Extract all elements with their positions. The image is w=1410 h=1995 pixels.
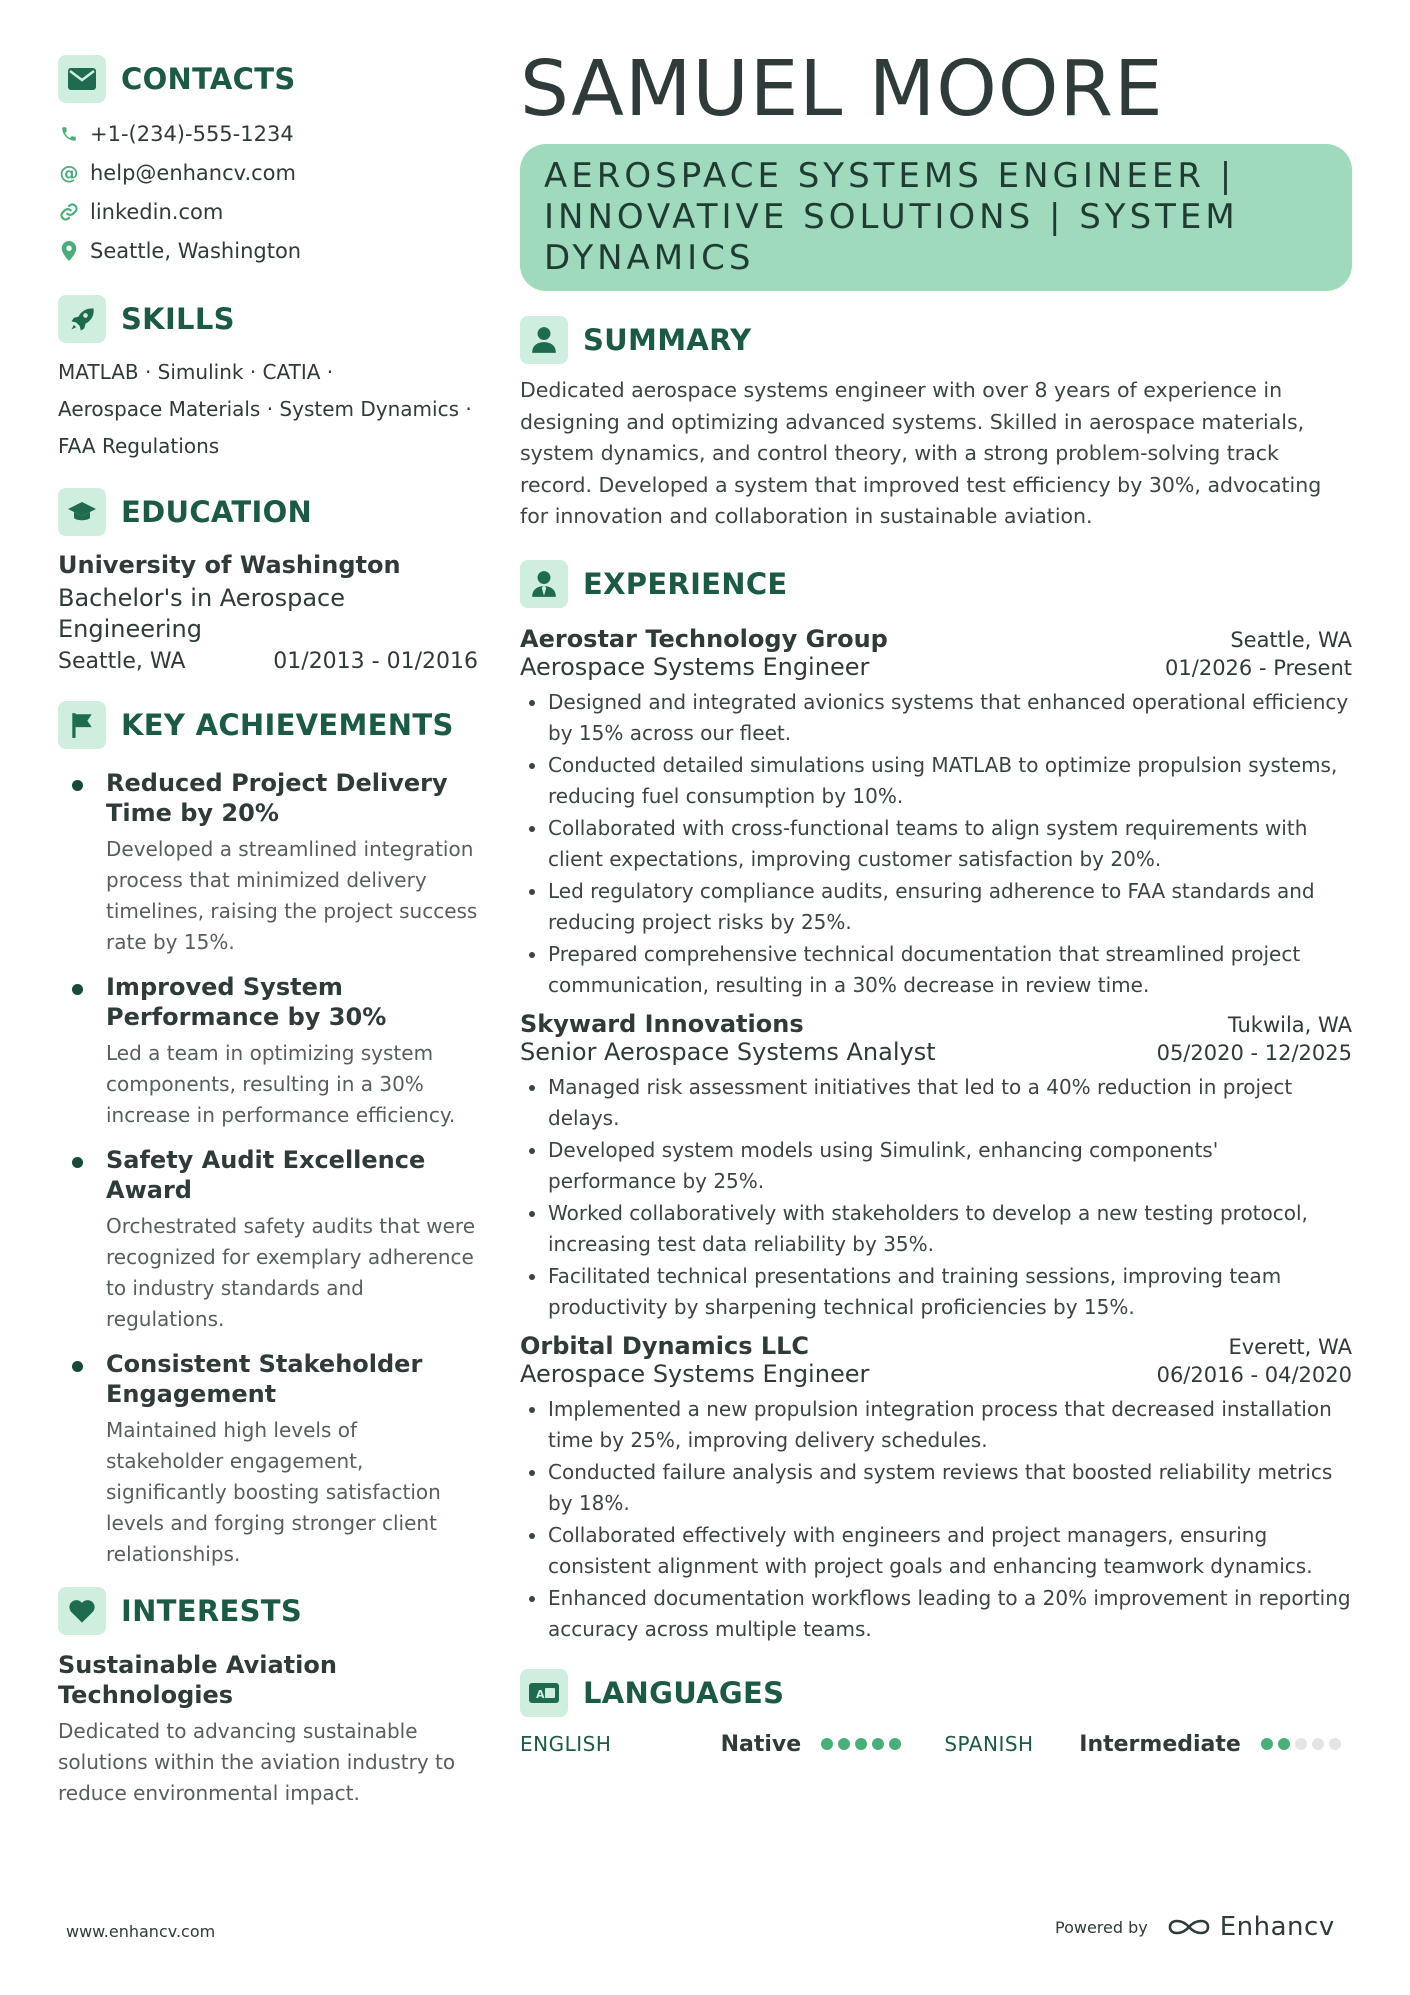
section-title: LANGUAGES [583,1675,785,1710]
education-header [58,487,478,537]
summary-header [520,315,1352,365]
achievement-title: Safety Audit Excellence Award [106,1146,426,1204]
achievement-item [58,768,478,958]
achievement-item [58,1349,478,1570]
experience-entry [520,1010,1352,1324]
job-bullet: Managed risk assessment initiatives that led to a 40% reduction in project delays. [520,1072,1352,1135]
section-title: SKILLS [121,302,235,336]
skills-line: Aerospace Materials · System Dynamics · [58,397,472,421]
skills-header [58,294,478,344]
job-bullet: Collaborated with cross-functional teams to align system requirements with client expectations, improving customer satisfaction by 20%. [520,813,1352,876]
job-bullet: Collaborated effectively with engineers and project managers, ensuring consistent alignment with project goals and enhancing teamwork dynamics. [520,1520,1352,1583]
proficiency-dot [838,1738,850,1750]
section-title: SUMMARY [583,323,752,357]
linkedin-text[interactable]: linkedin.com [90,199,224,224]
proficiency-dot [1278,1738,1290,1750]
job-bullet: Enhanced documentation workflows leading to a 20% improvement in reporting accuracy across multiple teams. [520,1583,1352,1646]
job-bullets [520,687,1352,1002]
achievements-header [58,700,478,750]
job-subheader [520,1038,1352,1066]
achievement-desc: Developed a streamlined integration process that minimized delivery timelines, raising the project success rate by 15%. [106,837,478,954]
skills-line: MATLAB · Simulink · CATIA · [58,360,334,384]
proficiency-dot [889,1738,901,1750]
education-degree: Bachelor's in Aerospace Engineering [58,584,345,643]
language-proficiency-dots [821,1738,912,1750]
person-icon [520,316,568,364]
link-icon [58,201,80,223]
skills-line: FAA Regulations [58,434,220,458]
language-icon [520,1669,568,1717]
job-bullets [520,1394,1352,1646]
job-bullets [520,1072,1352,1324]
enhancv-logo[interactable] [1166,1912,1335,1942]
job-subheader [520,653,1352,681]
achievement-desc: Maintained high levels of stakeholder engagement, significantly boosting satisfaction levels and forging stronger client relationships. [106,1418,441,1566]
achievement-desc: Orchestrated safety audits that were recognized for exemplary adherence to industry standards and regulations. [106,1214,476,1331]
language-name: SPANISH [944,1732,1034,1756]
enhancv-logo-mark-icon [1166,1915,1212,1939]
language-level: Intermediate [1079,1731,1241,1757]
job-role: Aerospace Systems Engineer [520,652,870,681]
education-meta [58,649,478,674]
flag-icon [58,701,106,749]
rocket-icon [58,295,106,343]
bullet-dot [72,780,83,791]
interests-header [58,1586,478,1636]
envelope-icon [58,55,106,103]
job-header [520,625,1352,653]
job-dates: 05/2020 - 12/2025 [1156,1040,1352,1065]
job-bullet: Facilitated technical presentations and training sessions, improving team productivity by sharpening technical proficiencies by 15%. [520,1261,1352,1324]
skills-list [58,354,478,465]
footer-branding [1055,1912,1335,1942]
job-bullet: Prepared comprehensive technical documentation that streamlined project communication, resulting in a 30% decrease in review time. [520,939,1352,1002]
achievement-item [58,972,478,1131]
job-bullet: Conducted detailed simulations using MATLAB to optimize propulsion systems, reducing fuel consumption by 10%. [520,750,1352,813]
languages-row [520,1732,1352,1757]
section-title: CONTACTS [121,62,296,96]
job-location: Tukwila, WA [1227,1012,1352,1037]
job-bullet: Designed and integrated avionics systems that enhanced operational efficiency by 15% across our fleet. [520,687,1352,750]
job-header [520,1010,1352,1038]
job-bullet: Conducted failure analysis and system reviews that boosted reliability metrics by 18%. [520,1457,1352,1520]
education-dates: 01/2013 - 01/2016 [273,649,478,674]
experience-entry [520,1332,1352,1646]
powered-by-text: Powered by [1055,1917,1148,1937]
job-dates: 01/2026 - Present [1165,655,1352,680]
education-school: University of Washington [58,551,401,579]
experience-entry [520,625,1352,1002]
bullet-dot [72,984,83,995]
job-location: Seattle, WA [1230,627,1352,652]
job-subheader [520,1360,1352,1388]
job-header [520,1332,1352,1360]
contact-linkedin [58,192,478,231]
job-bullet: Developed system models using Simulink, enhancing components' performance by 25%. [520,1135,1352,1198]
interest-title: Sustainable Aviation Technologies [58,1651,337,1709]
job-company: Orbital Dynamics LLC [520,1331,810,1360]
phone-text[interactable]: +1-(234)-555-1234 [90,121,294,146]
contact-location [58,231,478,270]
job-bullet: Led regulatory compliance audits, ensuring adherence to FAA standards and reducing project risks by 25%. [520,876,1352,939]
heart-icon [58,1587,106,1635]
brand-name: Enhancv [1219,1912,1335,1942]
languages-header [520,1668,1352,1718]
at-icon: @ [59,161,79,184]
language-level: Native [720,1731,802,1757]
education-location: Seattle, WA [58,649,186,674]
left-column [58,54,478,1809]
location-pin-icon [58,240,80,262]
section-title: EDUCATION [121,495,313,529]
language-name: ENGLISH [520,1732,612,1756]
footer-website[interactable]: www.enhancv.com [66,1922,216,1941]
phone-icon [58,123,80,145]
proficiency-dot [1261,1738,1273,1750]
svg-text:A: A [536,1687,545,1701]
achievement-title: Consistent Stakeholder Engagement [106,1350,423,1408]
proficiency-dot [1329,1738,1341,1750]
achievement-item [58,1145,478,1335]
proficiency-dot [855,1738,867,1750]
candidate-name: SAMUEL MOORE [520,45,1164,134]
proficiency-dot [1295,1738,1307,1750]
candidate-title: AEROSPACE SYSTEMS ENGINEER | INNOVATIVE SOLUTIONS | SYSTEM DYNAMICS [520,144,1352,291]
contacts-header [58,54,478,104]
job-dates: 06/2016 - 04/2020 [1156,1362,1352,1387]
section-title: EXPERIENCE [583,566,788,601]
achievement-desc: Led a team in optimizing system components, resulting in a 30% increase in performance efficiency. [106,1041,456,1127]
job-company: Skyward Innovations [520,1009,804,1038]
achievement-title: Improved System Performance by 30% [106,973,387,1031]
interest-desc: Dedicated to advancing sustainable solutions within the aviation industry to reduce environmental impact. [58,1719,456,1805]
email-text[interactable]: help@enhancv.com [90,160,296,185]
achievement-title: Reduced Project Delivery Time by 20% [106,769,448,827]
proficiency-dot [872,1738,884,1750]
contact-email [58,153,478,192]
section-title: KEY ACHIEVEMENTS [121,708,454,742]
summary-text: Dedicated aerospace systems engineer with over 8 years of experience in designing and optimizing advanced systems. Skilled in aerospace materials, system dynamics, and control theory, with a strong problem-solving track record. Developed a system that improved test efficiency by 30%, advocating for innovation and collaboration in sustainable aviation. [520,378,1322,528]
job-bullet: Worked collaboratively with stakeholders to develop a new testing protocol, increasing test data reliability by 35%. [520,1198,1352,1261]
proficiency-dot [821,1738,833,1750]
job-role: Senior Aerospace Systems Analyst [520,1037,936,1066]
language-proficiency-dots [1261,1738,1352,1750]
job-bullet: Implemented a new propulsion integration process that decreased installation time by 25%, improving delivery schedules. [520,1394,1352,1457]
contact-phone [58,114,478,153]
businessperson-icon [520,560,568,608]
job-company: Aerostar Technology Group [520,624,888,653]
job-location: Everett, WA [1228,1334,1352,1359]
bullet-dot [72,1361,83,1372]
experience-header [520,559,1352,609]
section-title: INTERESTS [121,1594,303,1628]
job-role: Aerospace Systems Engineer [520,1359,870,1388]
right-column [520,40,1352,1757]
location-text: Seattle, Washington [90,238,302,263]
proficiency-dot [1312,1738,1324,1750]
bullet-dot [72,1157,83,1168]
graduation-cap-icon [58,488,106,536]
